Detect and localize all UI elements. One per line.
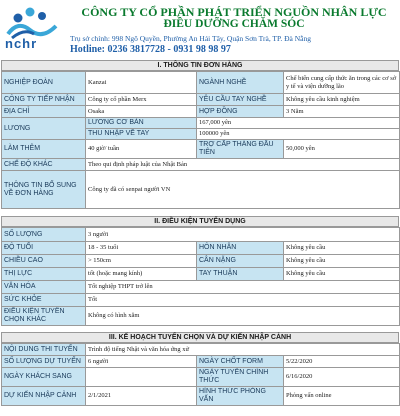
value [86,368,197,387]
label: NGÀY CHỐT FORM [197,356,284,368]
section-title-order-info: I. THÔNG TIN ĐƠN HÀNG [1,60,399,71]
value: > 150cm [86,255,197,268]
label: ĐỊA CHỈ [2,106,86,118]
label: CHIỀU CAO [2,255,86,268]
value: Không yêu cầu [284,255,400,268]
label: THÔNG TIN BỔ SUNG VỀ ĐƠN HÀNG [2,171,86,209]
value: Không có hình xăm [86,307,400,326]
value: 3 Năm [284,106,400,118]
value: 2/1/2021 [86,387,197,406]
value: Công ty cổ phần Merx [86,94,197,106]
company-address: Trụ sở chính: 998 Ngô Quyền, Phường An Hải Tây, Quận Sơn Trà, TP. Đà Nẵng [70,34,311,43]
company-subtitle: ĐIỀU DƯỠNG CHĂM SÓC [163,18,305,30]
value: Tốt nghiệp THPT trở lên [86,281,400,294]
value: Công ty đã có senpai người VN [86,171,400,209]
section-title-recruitment-plan: III. KẾ HOẠCH TUYỂN CHỌN VÀ DỰ KIẾN NHẬP CẢNH [1,332,399,343]
label: HÌNH THỨC PHỎNG VẤN [197,387,284,406]
label: DỰ KIẾN NHẬP CẢNH [2,387,86,406]
value: 18 - 35 tuổi [86,242,197,255]
value: 6/16/2020 [284,368,400,387]
label: NGHIỆP ĐOÀN [2,72,86,94]
value: Không yêu cầu kinh nghiệm [284,94,400,106]
value: Theo qui định pháp luật của Nhật Bản [86,159,400,171]
label: CÔNG TY TIẾP NHẬN [2,94,86,106]
value: tốt (hoặc mang kính) [86,268,197,281]
company-name: CÔNG TY CỔ PHẦN PHÁT TRIỂN NGUỒN NHÂN LỰC [81,5,387,19]
value: 40 giờ/ tuần [86,140,197,159]
value: Kanzai [86,72,197,94]
value: 6 người [86,356,197,368]
label: ĐỘ TUỔI [2,242,86,255]
value: 50,000 yên [284,140,400,159]
label: TRỢ CẤP THÁNG ĐẦU TIÊN [197,140,284,159]
label: SỨC KHỎE [2,294,86,307]
value: Không yêu cầu [284,242,400,255]
value: Chế biến cung cấp thức ăn trong các cơ sở y tế và viện dưỡng lão [284,72,400,94]
label: NỘI DUNG THI TUYỂN [2,344,86,356]
label: HÔN NHÂN [197,242,284,255]
label: CHẾ ĐỘ KHÁC [2,159,86,171]
label: NGÀY TUYỂN CHÍNH THỨC [197,368,284,387]
label: LƯƠNG CƠ BẢN [86,118,197,129]
value: Osaka [86,106,197,118]
value: 100000 yên [197,129,400,140]
logo-text: nchr [5,36,38,51]
label: THU NHẬP VỀ TAY [86,129,197,140]
label: SỐ LƯỢNG [2,228,86,242]
value: Trình độ tiếng Nhật và văn hóa ứng xử [86,344,400,356]
label: CÂN NẶNG [197,255,284,268]
label: YÊU CẦU TAY NGHỀ [197,94,284,106]
order-info-table [1,71,400,209]
value: 3 người [86,228,400,242]
label: NGÀY KHÁCH SANG [2,368,86,387]
recruitment-plan-table [1,343,400,406]
value: Không yêu cầu [284,268,400,281]
hotline: Hotline: 0236 3817728 - 0931 98 98 97 [70,44,231,55]
label: LÀM THÊM [2,140,86,159]
value: Phỏng vấn online [284,387,400,406]
label: THỊ LỰC [2,268,86,281]
label: VĂN HÓA [2,281,86,294]
label: TAY THUẬN [197,268,284,281]
value: 167,000 yên [197,118,400,129]
label: SỐ LƯỢNG DỰ TUYỂN [2,356,86,368]
requirements-table [1,227,400,326]
label: NGÀNH NGHỀ [197,72,284,94]
value: Tốt [86,294,400,307]
value: 5/22/2020 [284,356,400,368]
letterhead [0,0,400,60]
label: HỢP ĐỒNG [197,106,284,118]
label: ĐIỀU KIỆN TUYỂN CHỌN KHÁC [2,307,86,326]
section-title-requirements: II. ĐIỀU KIỆN TUYỂN DỤNG [1,216,399,227]
label: LƯƠNG [2,118,86,140]
